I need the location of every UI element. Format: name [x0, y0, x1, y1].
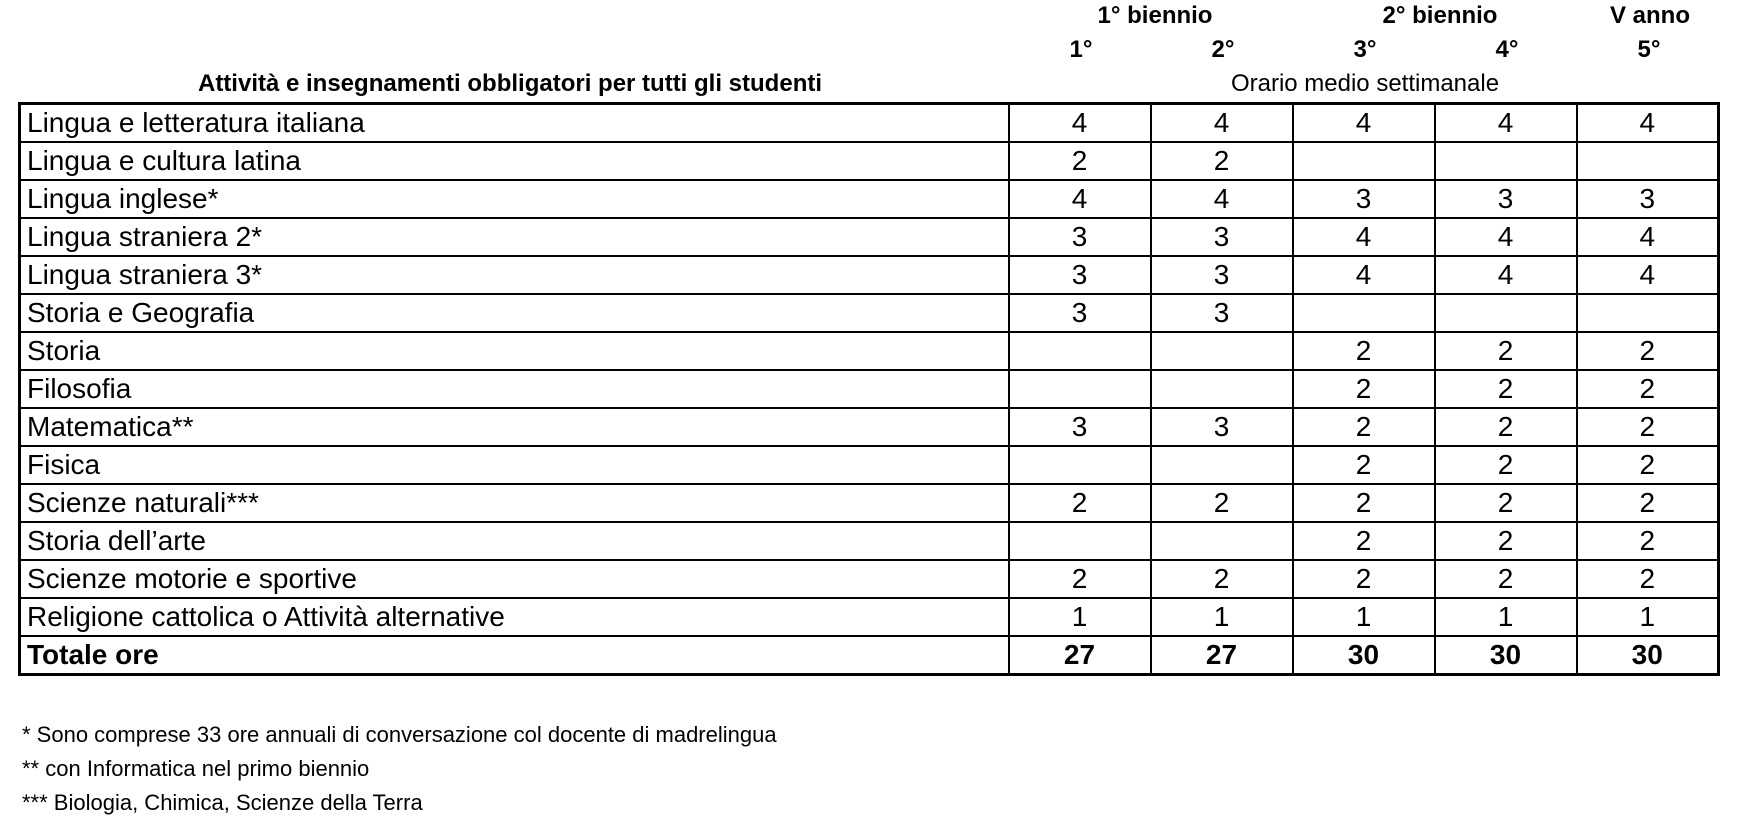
hours-cell: 1	[1151, 598, 1293, 636]
hours-cell: 4	[1009, 180, 1151, 218]
hours-cell: 2	[1293, 560, 1435, 598]
hours-cell: 2	[1435, 560, 1577, 598]
table-row	[20, 294, 1719, 332]
hours-cell: 4	[1435, 218, 1577, 256]
subject-cell: Storia	[20, 332, 1009, 370]
year-header-3: 3°	[1353, 36, 1377, 63]
hours-cell: 2	[1009, 484, 1151, 522]
table-row	[20, 218, 1719, 256]
subject-cell: Lingua e cultura latina	[20, 142, 1009, 180]
hours-cell: 2	[1293, 446, 1435, 484]
hours-cell: 1	[1435, 598, 1577, 636]
hours-cell: 2	[1577, 560, 1719, 598]
footnote-1: * Sono comprese 33 ore annuali di conversazione col docente di madrelingua	[22, 722, 777, 747]
subject-cell: Fisica	[20, 446, 1009, 484]
table-row	[20, 104, 1719, 143]
total-row	[20, 636, 1719, 675]
subject-cell: Filosofia	[20, 370, 1009, 408]
hours-cell: 2	[1009, 142, 1151, 180]
year-header-4: 4°	[1495, 36, 1519, 63]
hours-cell: 2	[1435, 370, 1577, 408]
subject-cell: Lingua inglese*	[20, 180, 1009, 218]
hours-cell	[1577, 294, 1719, 332]
hours-cell: 2	[1577, 370, 1719, 408]
schedule-table	[18, 102, 1720, 676]
total-hours-cell: 27	[1151, 636, 1293, 675]
table-row	[20, 560, 1719, 598]
subject-cell: Lingua straniera 2*	[20, 218, 1009, 256]
hours-cell: 2	[1293, 370, 1435, 408]
footnote-3: *** Biologia, Chimica, Scienze della Terra	[22, 790, 423, 815]
hours-cell: 1	[1293, 598, 1435, 636]
hours-cell: 3	[1151, 256, 1293, 294]
subject-cell: Scienze naturali***	[20, 484, 1009, 522]
table-row	[20, 598, 1719, 636]
hours-cell	[1009, 522, 1151, 560]
hours-cell: 2	[1577, 408, 1719, 446]
total-hours-cell: 30	[1577, 636, 1719, 675]
hours-cell: 4	[1151, 104, 1293, 143]
subject-cell: Lingua straniera 3*	[20, 256, 1009, 294]
hours-cell: 2	[1435, 484, 1577, 522]
total-label: Totale ore	[20, 636, 1009, 675]
table-row	[20, 408, 1719, 446]
hours-cell: 4	[1293, 218, 1435, 256]
table-row	[20, 332, 1719, 370]
hours-cell	[1151, 522, 1293, 560]
total-hours-cell: 27	[1009, 636, 1151, 675]
hours-cell: 3	[1009, 218, 1151, 256]
footnote-2: ** con Informatica nel primo biennio	[22, 756, 370, 781]
hours-cell: 2	[1577, 484, 1719, 522]
activities-label: Attività e insegnamenti obbligatori per tutti gli studenti	[197, 70, 823, 97]
subject-cell: Storia e Geografia	[20, 294, 1009, 332]
hours-cell	[1577, 142, 1719, 180]
hours-cell: 4	[1293, 256, 1435, 294]
table-row	[20, 180, 1719, 218]
group-header-v-anno: V anno	[1609, 2, 1690, 29]
hours-cell: 2	[1293, 522, 1435, 560]
table-row	[20, 446, 1719, 484]
total-hours-cell: 30	[1293, 636, 1435, 675]
hours-cell: 4	[1151, 180, 1293, 218]
hours-cell: 2	[1151, 142, 1293, 180]
hours-cell: 2	[1293, 408, 1435, 446]
hours-cell: 4	[1009, 104, 1151, 143]
hours-cell: 2	[1009, 560, 1151, 598]
year-header-5: 5°	[1637, 36, 1661, 63]
hours-cell: 2	[1435, 446, 1577, 484]
hours-cell: 1	[1577, 598, 1719, 636]
year-header-1: 1°	[1069, 36, 1093, 63]
table-row	[20, 484, 1719, 522]
hours-cell: 4	[1577, 256, 1719, 294]
hours-cell	[1009, 446, 1151, 484]
table-row	[20, 522, 1719, 560]
hours-cell: 3	[1293, 180, 1435, 218]
hours-cell: 3	[1009, 408, 1151, 446]
group-header-1-biennio: 1° biennio	[1097, 2, 1213, 29]
hours-cell: 2	[1435, 408, 1577, 446]
hours-cell: 2	[1577, 522, 1719, 560]
hours-cell: 2	[1293, 332, 1435, 370]
hours-cell	[1293, 142, 1435, 180]
year-header-2: 2°	[1211, 36, 1235, 63]
hours-cell: 3	[1151, 294, 1293, 332]
hours-cell: 2	[1577, 332, 1719, 370]
subject-cell: Storia dell’arte	[20, 522, 1009, 560]
hours-cell	[1151, 370, 1293, 408]
subject-cell: Lingua e letteratura italiana	[20, 104, 1009, 143]
hours-cell	[1151, 332, 1293, 370]
hours-cell: 4	[1435, 256, 1577, 294]
hours-label: Orario medio settimanale	[1230, 70, 1500, 97]
hours-cell	[1435, 142, 1577, 180]
hours-cell	[1435, 294, 1577, 332]
hours-cell: 2	[1435, 522, 1577, 560]
hours-cell: 2	[1151, 484, 1293, 522]
hours-cell: 2	[1435, 332, 1577, 370]
hours-cell: 2	[1577, 446, 1719, 484]
subject-cell: Matematica**	[20, 408, 1009, 446]
hours-cell: 2	[1151, 560, 1293, 598]
hours-cell: 1	[1009, 598, 1151, 636]
hours-cell: 4	[1577, 104, 1719, 143]
hours-cell: 4	[1435, 104, 1577, 143]
hours-cell	[1293, 294, 1435, 332]
hours-cell: 4	[1577, 218, 1719, 256]
hours-cell: 2	[1293, 484, 1435, 522]
subject-cell: Religione cattolica o Attività alternative	[20, 598, 1009, 636]
hours-cell: 3	[1151, 218, 1293, 256]
hours-cell: 3	[1435, 180, 1577, 218]
subject-cell: Scienze motorie e sportive	[20, 560, 1009, 598]
table-body	[20, 104, 1719, 675]
table-row	[20, 256, 1719, 294]
hours-cell	[1151, 446, 1293, 484]
hours-cell	[1009, 332, 1151, 370]
group-header-2-biennio: 2° biennio	[1382, 2, 1498, 29]
hours-cell: 4	[1293, 104, 1435, 143]
table-row	[20, 370, 1719, 408]
hours-cell: 3	[1151, 408, 1293, 446]
total-hours-cell: 30	[1435, 636, 1577, 675]
hours-cell: 3	[1009, 294, 1151, 332]
hours-cell: 3	[1577, 180, 1719, 218]
hours-cell: 3	[1009, 256, 1151, 294]
table-row	[20, 142, 1719, 180]
hours-cell	[1009, 370, 1151, 408]
